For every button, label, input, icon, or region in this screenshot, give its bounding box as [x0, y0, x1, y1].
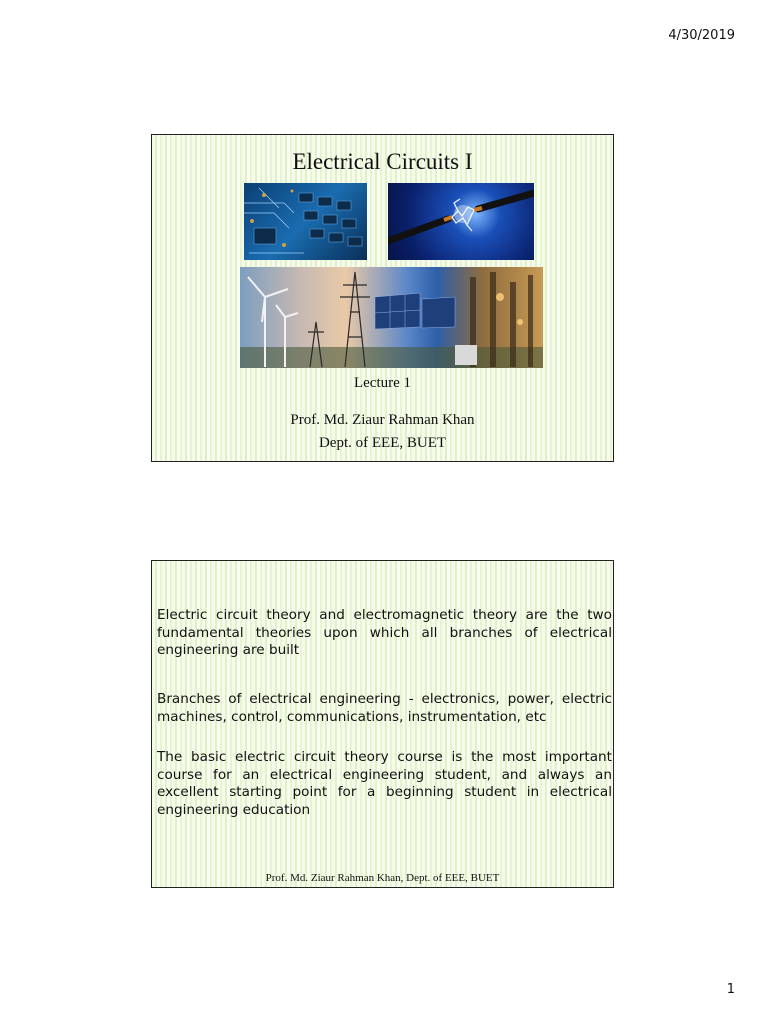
electric-spark-image — [388, 183, 534, 260]
paragraph-branches: Branches of electrical engineering - electronics, power, electric machines, control, communications, instrumentation, etc — [157, 691, 612, 725]
slide-title — [151, 134, 614, 462]
power-energy-collage-image — [240, 267, 543, 368]
slide-introduction — [151, 560, 614, 888]
paragraph-circuit-theory: Electric circuit theory and electromagnetic theory are the two fundamental theories upon which all branches of electrical engineering are built — [157, 607, 612, 658]
lecture-number: Lecture 1 — [353, 375, 412, 391]
author-department: Dept. of EEE, BUET — [318, 435, 447, 451]
page-date: 4/30/2019 — [668, 28, 735, 43]
paragraph-importance: The basic electric circuit theory course is the most important course for an electrical engineering student, and always an excellent starting point for a beginning student in electrical engineering education — [157, 749, 612, 818]
circuit-board-image — [244, 183, 367, 260]
slide-title-heading: Electrical Circuits I — [292, 149, 473, 174]
slide-footer: Prof. Md. Ziaur Rahman Khan, Dept. of EEE, BUET — [265, 872, 500, 884]
author-name: Prof. Md. Ziaur Rahman Khan — [290, 412, 475, 428]
page-number: 1 — [726, 982, 735, 997]
